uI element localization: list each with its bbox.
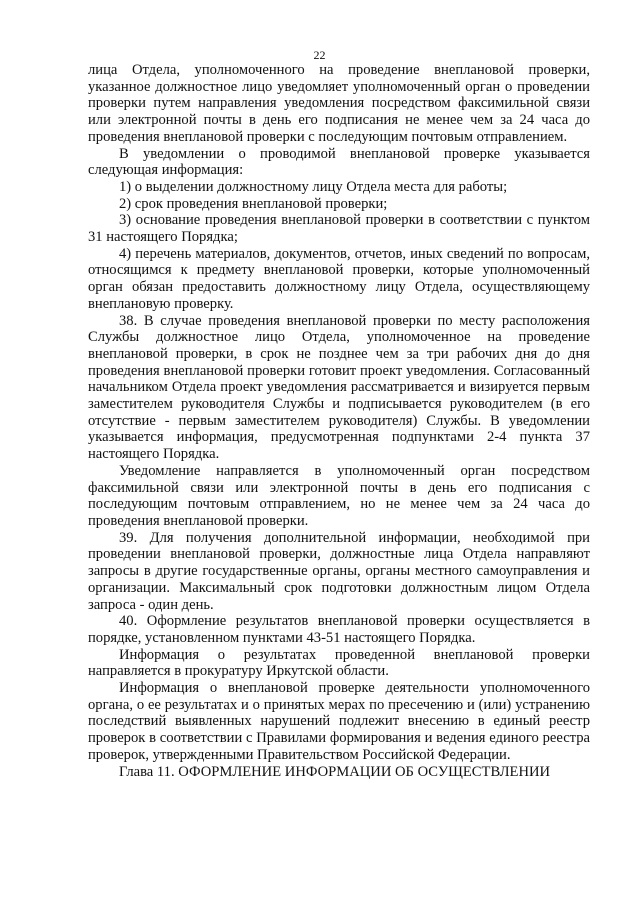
paragraph-notice-info: В уведомлении о проводимой внеплановой проверке указывается следующая информация: [88, 145, 590, 179]
document-body [88, 62, 590, 780]
list-item-2: 2) срок проведения внеплановой проверки; [119, 195, 388, 212]
page-number: 22 [313, 48, 326, 62]
paragraph-prosecutor: Информация о результатах проведенной внеплановой проверки направляется в прокуратуру Иркутской области. [88, 646, 590, 680]
paragraph-38: 38. В случае проведения внеплановой проверки по месту расположения Службы должностное лицо Отдела, уполномоченное на проведение внеплановой проверки, в срок не позднее чем за три рабочих дня до дня проведения внеплановой проверки готовит проект уведомления. Согласованный начальником Отдела проект уведомления рассматривается и визируется первым заместителем руководителя Службы и подписывается руководителем (в его отсутствие - первым заместителем руководителя) Службы. В уведомлении указывается информация, предусмотренная подпунктами 2-4 пункта 37 настоящего Порядка. [88, 312, 590, 463]
list-item-4: 4) перечень материалов, документов, отчетов, иных сведений по вопросам, относящимся к предмету внеплановой проверки, которые уполномоченный орган обязан предоставить должностному лицу Отдела, осуществляющему внеплановую проверку. [88, 245, 590, 312]
chapter-heading: Глава 11. ОФОРМЛЕНИЕ ИНФОРМАЦИИ ОБ ОСУЩЕСТВЛЕНИИ [119, 763, 551, 780]
list-item-1: 1) о выделении должностному лицу Отдела места для работы; [119, 178, 508, 195]
list-item-3: 3) основание проведения внеплановой проверки в соответствии с пунктом 31 настоящего Порядка; [88, 212, 590, 246]
paragraph-39: 39. Для получения дополнительной информации, необходимой при проведении внеплановой проверки, должностные лица Отдела направляют запросы в другие государственные органы, органы местного самоуправления и организации. Максимальный срок подготовки должностным лицом Отдела запроса - один день. [88, 529, 590, 613]
paragraph-registry: Информация о внеплановой проверке деятельности уполномоченного органа, о ее результатах и о принятых мерах по пресечению и (или) устранению последствий выявленных нарушений подлежит внесению в единый реестр проверок в соответствии с Правилами формирования и ведения единого реестра проверок, утвержденными Правительством Российской Федерации. [88, 680, 590, 763]
paragraph-continuation: лица Отдела, уполномоченного на проведение внеплановой проверки, указанное должностное лицо уведомляет уполномоченный орган о проведении проверки путем направления уведомления посредством факсимильной связи или электронной почты в день его подписания не менее чем за 24 часа до проведения внеплановой проверки с последующим почтовым отправлением. [88, 62, 590, 145]
paragraph-notice-sent: Уведомление направляется в уполномоченный орган посредством факсимильной связи или электронной почты в день его подписания с последующим почтовым отправлением, но не менее чем за 24 часа до проведения внеплановой проверки. [88, 462, 590, 529]
paragraph-40: 40. Оформление результатов внеплановой проверки осуществляется в порядке, установленном пунктами 43-51 настоящего Порядка. [88, 613, 590, 646]
